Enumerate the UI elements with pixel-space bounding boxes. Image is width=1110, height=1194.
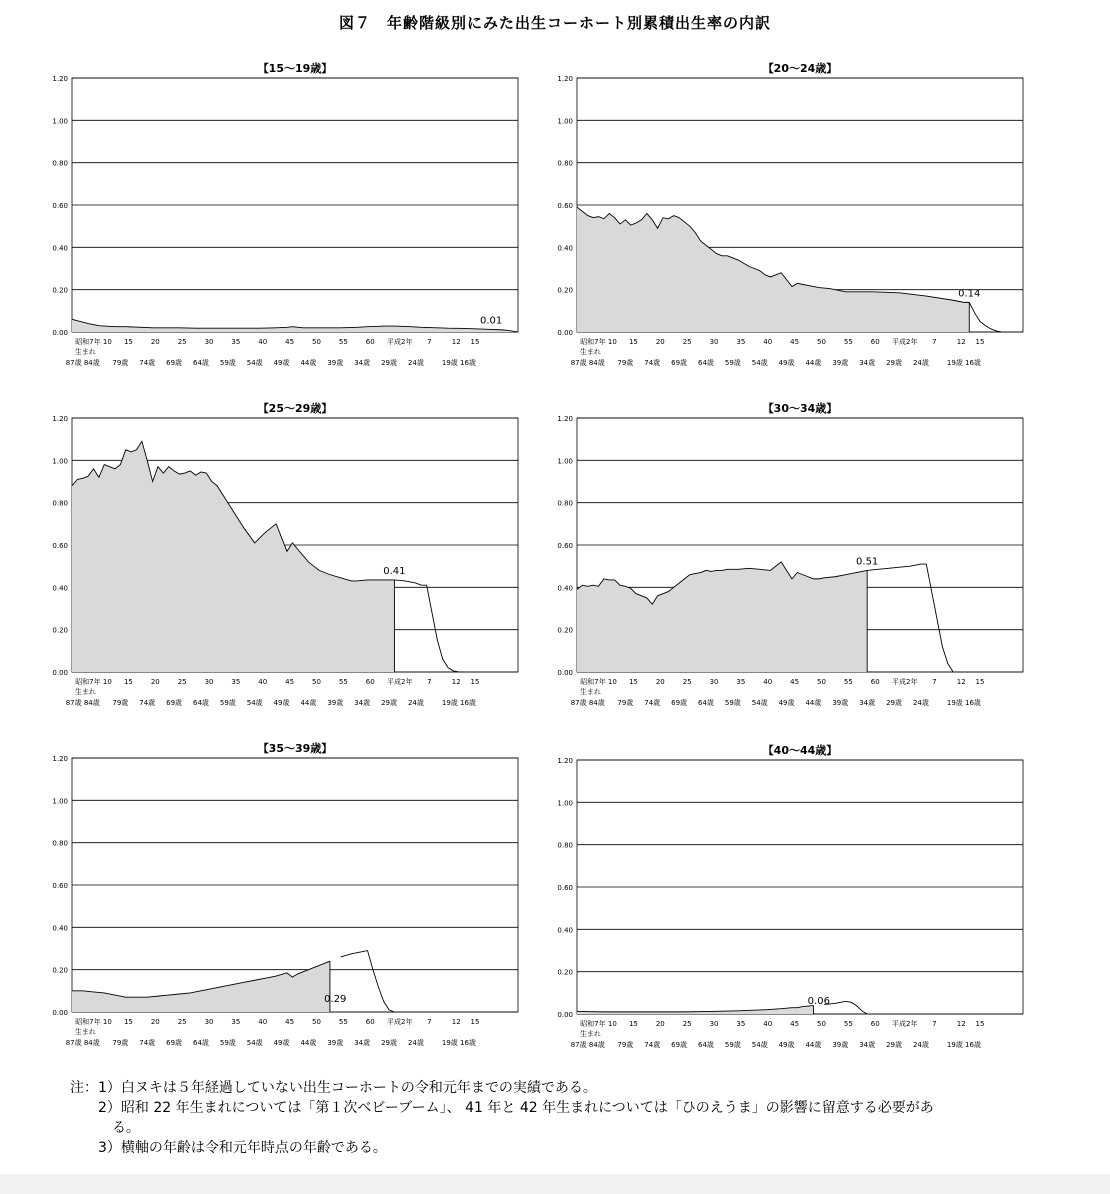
x-tick-label: 55 [843, 1020, 853, 1028]
x-tick-label: 平成2年 [892, 1020, 918, 1028]
x-age-label: 49歳 [273, 699, 290, 707]
x-tick-label: 25 [682, 678, 692, 686]
footnote-2: 2）昭和 22 年生まれについては「第１次ベビーブーム」、 41 年と 42 年生まれについては「ひのえうま」の影響に留意する必要があ [98, 1100, 934, 1116]
y-tick-label: 1.20 [52, 75, 68, 83]
series-tail-line [867, 564, 953, 672]
x-tick-label: 15 [470, 1018, 480, 1026]
data-label: 0.14 [958, 288, 981, 300]
x-tick-label: 30 [709, 1020, 719, 1028]
x-age-label: 74歳 [644, 359, 661, 367]
y-tick-label: 0.00 [52, 669, 68, 677]
x-age-label: 87歳 84歳 [570, 1041, 605, 1049]
y-tick-label: 0.40 [52, 584, 68, 593]
y-tick-label: 1.00 [52, 457, 68, 466]
x-tick-label: 40 [763, 338, 773, 346]
y-tick-label: 0.80 [52, 839, 68, 848]
x-age-label: 34歳 [354, 359, 371, 367]
x-tick-label: 昭和7年 10 [75, 338, 112, 346]
x-age-label: 34歳 [354, 1039, 371, 1047]
y-tick-label: 0.20 [557, 968, 573, 977]
x-age-label: 59歳 [724, 359, 741, 367]
x-tick-label: 12 [956, 678, 966, 686]
x-tick-label: 平成2年 [892, 338, 918, 346]
data-label: 0.06 [807, 995, 830, 1007]
x-tick-label: 45 [285, 338, 295, 346]
x-age-label: 44歳 [805, 1041, 822, 1049]
x-tick-label: 15 [123, 1018, 133, 1026]
x-tick-label: 20 [150, 678, 160, 686]
x-tick-label: 12 [956, 1020, 966, 1028]
x-age-label: 69歳 [166, 1039, 183, 1047]
x-tick-label: 25 [177, 1018, 187, 1026]
chart-title: 【40～44歳】 [762, 744, 838, 757]
chart-panel-35-39 [30, 740, 530, 1060]
series-area [72, 441, 394, 672]
x-age-label: 87歳 84歳 [65, 359, 100, 367]
x-tick-label: 25 [177, 338, 187, 346]
chart-title: 【35～39歳】 [257, 742, 333, 755]
x-age-label: 64歳 [698, 699, 714, 707]
x-tick-label: 15 [470, 678, 480, 686]
x-tick-label: 平成2年 [387, 678, 413, 686]
x-age-label: 19歳 16歳 [441, 699, 476, 707]
x-tick-label: 45 [285, 1018, 295, 1026]
y-tick-label: 0.80 [557, 841, 573, 850]
x-tick-label: 60 [870, 338, 880, 346]
x-tick-sublabel: 生まれ [74, 348, 96, 356]
x-age-label: 19歳 16歳 [441, 359, 476, 367]
x-age-label: 59歳 [219, 699, 236, 707]
x-age-label: 54歳 [246, 1039, 263, 1047]
x-age-label: 29歳 [381, 359, 397, 367]
x-age-label: 44歳 [300, 359, 317, 367]
x-age-label: 34歳 [859, 1041, 876, 1049]
footnote-2-cont: る。 [112, 1120, 140, 1136]
y-tick-label: 0.40 [557, 926, 573, 935]
x-tick-label: 15 [628, 678, 638, 686]
x-age-label: 59歳 [219, 1039, 236, 1047]
x-age-label: 34歳 [354, 699, 371, 707]
x-tick-label: 12 [451, 338, 461, 346]
y-tick-label: 1.20 [557, 415, 573, 423]
x-tick-label: 12 [451, 678, 461, 686]
x-tick-label: 12 [451, 1018, 461, 1026]
x-age-label: 87歳 84歳 [65, 699, 100, 707]
bottom-bar [0, 1174, 1110, 1194]
x-tick-label: 40 [258, 678, 268, 686]
chart-title: 【25～29歳】 [257, 402, 333, 415]
x-tick-label: 25 [682, 1020, 692, 1028]
y-tick-label: 0.40 [557, 584, 573, 593]
x-tick-label: 45 [790, 678, 800, 686]
x-age-label: 69歳 [166, 359, 183, 367]
x-age-label: 19歳 16歳 [946, 359, 981, 367]
x-tick-sublabel: 生まれ [579, 348, 601, 356]
x-tick-label: 50 [817, 678, 826, 686]
x-age-label: 59歳 [219, 359, 236, 367]
x-age-label: 29歳 [381, 1039, 397, 1047]
x-tick-label: 50 [312, 338, 321, 346]
x-age-label: 64歳 [193, 699, 209, 707]
x-tick-label: 昭和7年 10 [580, 1020, 617, 1028]
x-age-label: 74歳 [139, 1039, 156, 1047]
y-tick-label: 0.20 [52, 966, 68, 975]
x-tick-label: 7 [427, 1018, 432, 1026]
x-tick-label: 25 [682, 338, 692, 346]
x-age-label: 24歳 [407, 359, 424, 367]
x-tick-label: 15 [628, 338, 638, 346]
x-tick-label: 40 [258, 1018, 268, 1026]
x-age-label: 79歳 [617, 699, 634, 707]
x-tick-label: 7 [932, 338, 937, 346]
x-tick-label: 平成2年 [387, 1018, 413, 1026]
y-tick-label: 0.00 [557, 329, 573, 337]
x-tick-label: 15 [470, 338, 480, 346]
x-age-label: 74歳 [139, 699, 156, 707]
y-tick-label: 1.20 [52, 755, 68, 763]
x-tick-label: 7 [427, 338, 432, 346]
x-age-label: 79歳 [617, 359, 634, 367]
x-age-label: 54歳 [751, 1041, 768, 1049]
x-tick-label: 50 [312, 1018, 321, 1026]
x-tick-label: 30 [204, 1018, 214, 1026]
x-age-label: 79歳 [112, 359, 129, 367]
x-tick-label: 20 [655, 1020, 665, 1028]
y-tick-label: 0.40 [52, 244, 68, 253]
x-age-label: 54歳 [751, 359, 768, 367]
y-tick-label: 1.00 [557, 799, 573, 808]
x-age-label: 74歳 [644, 1041, 661, 1049]
y-tick-label: 1.00 [52, 117, 68, 126]
series-tail-line [969, 302, 1001, 332]
x-tick-label: 60 [870, 678, 880, 686]
x-age-label: 79歳 [112, 1039, 129, 1047]
x-age-label: 24歳 [912, 359, 929, 367]
x-tick-label: 7 [427, 678, 432, 686]
series-area [72, 319, 518, 332]
x-tick-label: 45 [285, 678, 295, 686]
x-age-label: 39歳 [832, 359, 849, 367]
x-tick-label: 平成2年 [892, 678, 918, 686]
y-tick-label: 0.20 [557, 286, 573, 295]
y-tick-label: 0.20 [52, 286, 68, 295]
x-age-label: 24歳 [407, 699, 424, 707]
x-tick-label: 昭和7年 10 [75, 1018, 112, 1026]
x-age-label: 29歳 [381, 699, 397, 707]
x-age-label: 54歳 [246, 699, 263, 707]
x-tick-label: 15 [975, 678, 985, 686]
x-tick-label: 45 [790, 1020, 800, 1028]
chart-title: 【15～19歳】 [257, 62, 333, 75]
x-tick-label: 平成2年 [387, 338, 413, 346]
x-tick-label: 35 [231, 1018, 241, 1026]
x-age-label: 19歳 16歳 [946, 699, 981, 707]
x-tick-label: 30 [709, 338, 719, 346]
x-age-label: 87歳 84歳 [570, 359, 605, 367]
x-tick-label: 20 [150, 1018, 160, 1026]
y-tick-label: 1.20 [52, 415, 68, 423]
x-tick-label: 20 [150, 338, 160, 346]
x-tick-label: 50 [817, 1020, 826, 1028]
x-age-label: 44歳 [300, 1039, 317, 1047]
x-age-label: 39歳 [327, 1039, 344, 1047]
x-age-label: 29歳 [886, 359, 902, 367]
x-tick-label: 55 [338, 338, 348, 346]
x-age-label: 44歳 [300, 699, 317, 707]
x-tick-label: 30 [204, 678, 214, 686]
series-area [577, 1006, 813, 1014]
x-age-label: 44歳 [805, 699, 822, 707]
y-tick-label: 0.80 [52, 499, 68, 508]
x-age-label: 19歳 16歳 [441, 1039, 476, 1047]
x-tick-label: 30 [204, 338, 214, 346]
x-tick-label: 30 [709, 678, 719, 686]
y-tick-label: 0.80 [557, 499, 573, 508]
x-tick-label: 15 [975, 1020, 985, 1028]
y-tick-label: 0.20 [557, 626, 573, 635]
series-area [577, 562, 867, 672]
x-age-label: 69歳 [166, 699, 183, 707]
x-tick-label: 55 [338, 678, 348, 686]
x-age-label: 59歳 [724, 1041, 741, 1049]
x-age-label: 74歳 [139, 359, 156, 367]
page-title: 図７ 年齢階級別にみた出生コーホート別累積出生率の内訳 [338, 14, 771, 32]
data-label: 0.01 [479, 315, 503, 327]
data-label: 0.41 [383, 565, 406, 577]
series-tail-line [394, 580, 464, 672]
chart-panel-40-44 [535, 742, 1035, 1062]
x-tick-label: 20 [655, 678, 665, 686]
y-tick-label: 1.00 [557, 457, 573, 466]
x-tick-label: 35 [231, 678, 241, 686]
x-age-label: 49歳 [778, 699, 795, 707]
chart-title: 【20～24歳】 [762, 62, 838, 75]
x-tick-label: 40 [763, 678, 773, 686]
y-tick-label: 0.20 [52, 626, 68, 635]
x-tick-label: 15 [628, 1020, 638, 1028]
x-tick-label: 55 [338, 1018, 348, 1026]
chart-panel-20-24 [535, 60, 1035, 380]
x-tick-label: 40 [258, 338, 268, 346]
x-tick-label: 55 [843, 678, 853, 686]
x-age-label: 34歳 [859, 699, 876, 707]
x-age-label: 54歳 [246, 359, 263, 367]
x-tick-label: 昭和7年 10 [580, 338, 617, 346]
x-age-label: 69歳 [671, 359, 688, 367]
y-tick-label: 1.20 [557, 75, 573, 83]
y-tick-label: 0.00 [52, 1009, 68, 1017]
x-age-label: 39歳 [327, 359, 344, 367]
y-tick-label: 1.00 [557, 117, 573, 126]
x-age-label: 79歳 [112, 699, 129, 707]
x-age-label: 39歳 [327, 699, 344, 707]
y-tick-label: 0.60 [52, 882, 68, 890]
x-tick-label: 20 [655, 338, 665, 346]
x-tick-label: 60 [365, 1018, 375, 1026]
data-label: 0.29 [324, 993, 347, 1005]
y-tick-label: 1.20 [557, 757, 573, 765]
x-age-label: 34歳 [859, 359, 876, 367]
x-age-label: 29歳 [886, 1041, 902, 1049]
x-tick-label: 12 [956, 338, 966, 346]
y-tick-label: 0.60 [557, 542, 573, 550]
chart-title: 【30～34歳】 [762, 402, 838, 415]
chart-panel-15-19 [30, 60, 530, 380]
series-tail-line [341, 951, 395, 1012]
x-age-label: 49歳 [273, 359, 290, 367]
x-tick-label: 60 [870, 1020, 880, 1028]
x-age-label: 39歳 [832, 1041, 849, 1049]
x-tick-label: 昭和7年 10 [580, 678, 617, 686]
y-tick-label: 0.60 [52, 202, 68, 210]
chart-panel-25-29 [30, 400, 530, 720]
footnote-3: 3）横軸の年齢は令和元年時点の年齢である。 [98, 1140, 387, 1156]
x-age-label: 64歳 [698, 359, 714, 367]
x-age-label: 54歳 [751, 699, 768, 707]
y-tick-label: 0.40 [52, 924, 68, 933]
x-tick-label: 15 [123, 338, 133, 346]
x-tick-sublabel: 生まれ [74, 688, 96, 696]
x-age-label: 69歳 [671, 1041, 688, 1049]
x-age-label: 49歳 [778, 359, 795, 367]
y-tick-label: 0.80 [52, 159, 68, 168]
x-tick-sublabel: 生まれ [579, 688, 601, 696]
y-tick-label: 0.60 [557, 202, 573, 210]
x-tick-label: 7 [932, 678, 937, 686]
x-tick-label: 55 [843, 338, 853, 346]
y-tick-label: 0.00 [52, 329, 68, 337]
y-tick-label: 0.00 [557, 1011, 573, 1019]
x-tick-label: 60 [365, 338, 375, 346]
data-label: 0.51 [856, 556, 879, 568]
x-age-label: 87歳 84歳 [65, 1039, 100, 1047]
x-tick-label: 45 [790, 338, 800, 346]
x-tick-label: 15 [975, 338, 985, 346]
x-age-label: 79歳 [617, 1041, 634, 1049]
x-tick-label: 25 [177, 678, 187, 686]
x-age-label: 24歳 [912, 699, 929, 707]
footnote-1: 注：1）白ヌキは５年経過していない出生コーホートの令和元年までの実績である。 [70, 1080, 597, 1096]
chart-panel-30-34 [535, 400, 1035, 720]
series-tail-line [824, 1001, 867, 1014]
y-tick-label: 0.60 [557, 884, 573, 892]
x-tick-label: 60 [365, 678, 375, 686]
x-age-label: 19歳 16歳 [946, 1041, 981, 1049]
x-age-label: 64歳 [193, 1039, 209, 1047]
x-age-label: 64歳 [193, 359, 209, 367]
x-tick-label: 35 [736, 338, 746, 346]
x-age-label: 24歳 [407, 1039, 424, 1047]
x-age-label: 64歳 [698, 1041, 714, 1049]
x-tick-label: 35 [736, 1020, 746, 1028]
y-tick-label: 0.40 [557, 244, 573, 253]
series-area [72, 961, 330, 1012]
x-age-label: 59歳 [724, 699, 741, 707]
x-tick-label: 15 [123, 678, 133, 686]
x-tick-label: 50 [817, 338, 826, 346]
x-age-label: 69歳 [671, 699, 688, 707]
y-tick-label: 0.00 [557, 669, 573, 677]
x-tick-label: 35 [231, 338, 241, 346]
x-tick-label: 40 [763, 1020, 773, 1028]
x-tick-sublabel: 生まれ [579, 1030, 601, 1038]
y-tick-label: 0.80 [557, 159, 573, 168]
y-tick-label: 0.60 [52, 542, 68, 550]
footnotes [70, 1078, 1070, 1158]
x-tick-label: 昭和7年 10 [75, 678, 112, 686]
x-tick-sublabel: 生まれ [74, 1028, 96, 1036]
x-age-label: 39歳 [832, 699, 849, 707]
x-age-label: 49歳 [778, 1041, 795, 1049]
x-age-label: 87歳 84歳 [570, 699, 605, 707]
x-age-label: 29歳 [886, 699, 902, 707]
x-age-label: 74歳 [644, 699, 661, 707]
x-age-label: 49歳 [273, 1039, 290, 1047]
x-age-label: 24歳 [912, 1041, 929, 1049]
x-age-label: 44歳 [805, 359, 822, 367]
y-tick-label: 1.00 [52, 797, 68, 806]
x-tick-label: 35 [736, 678, 746, 686]
x-tick-label: 50 [312, 678, 321, 686]
series-area [577, 207, 969, 332]
x-tick-label: 7 [932, 1020, 937, 1028]
